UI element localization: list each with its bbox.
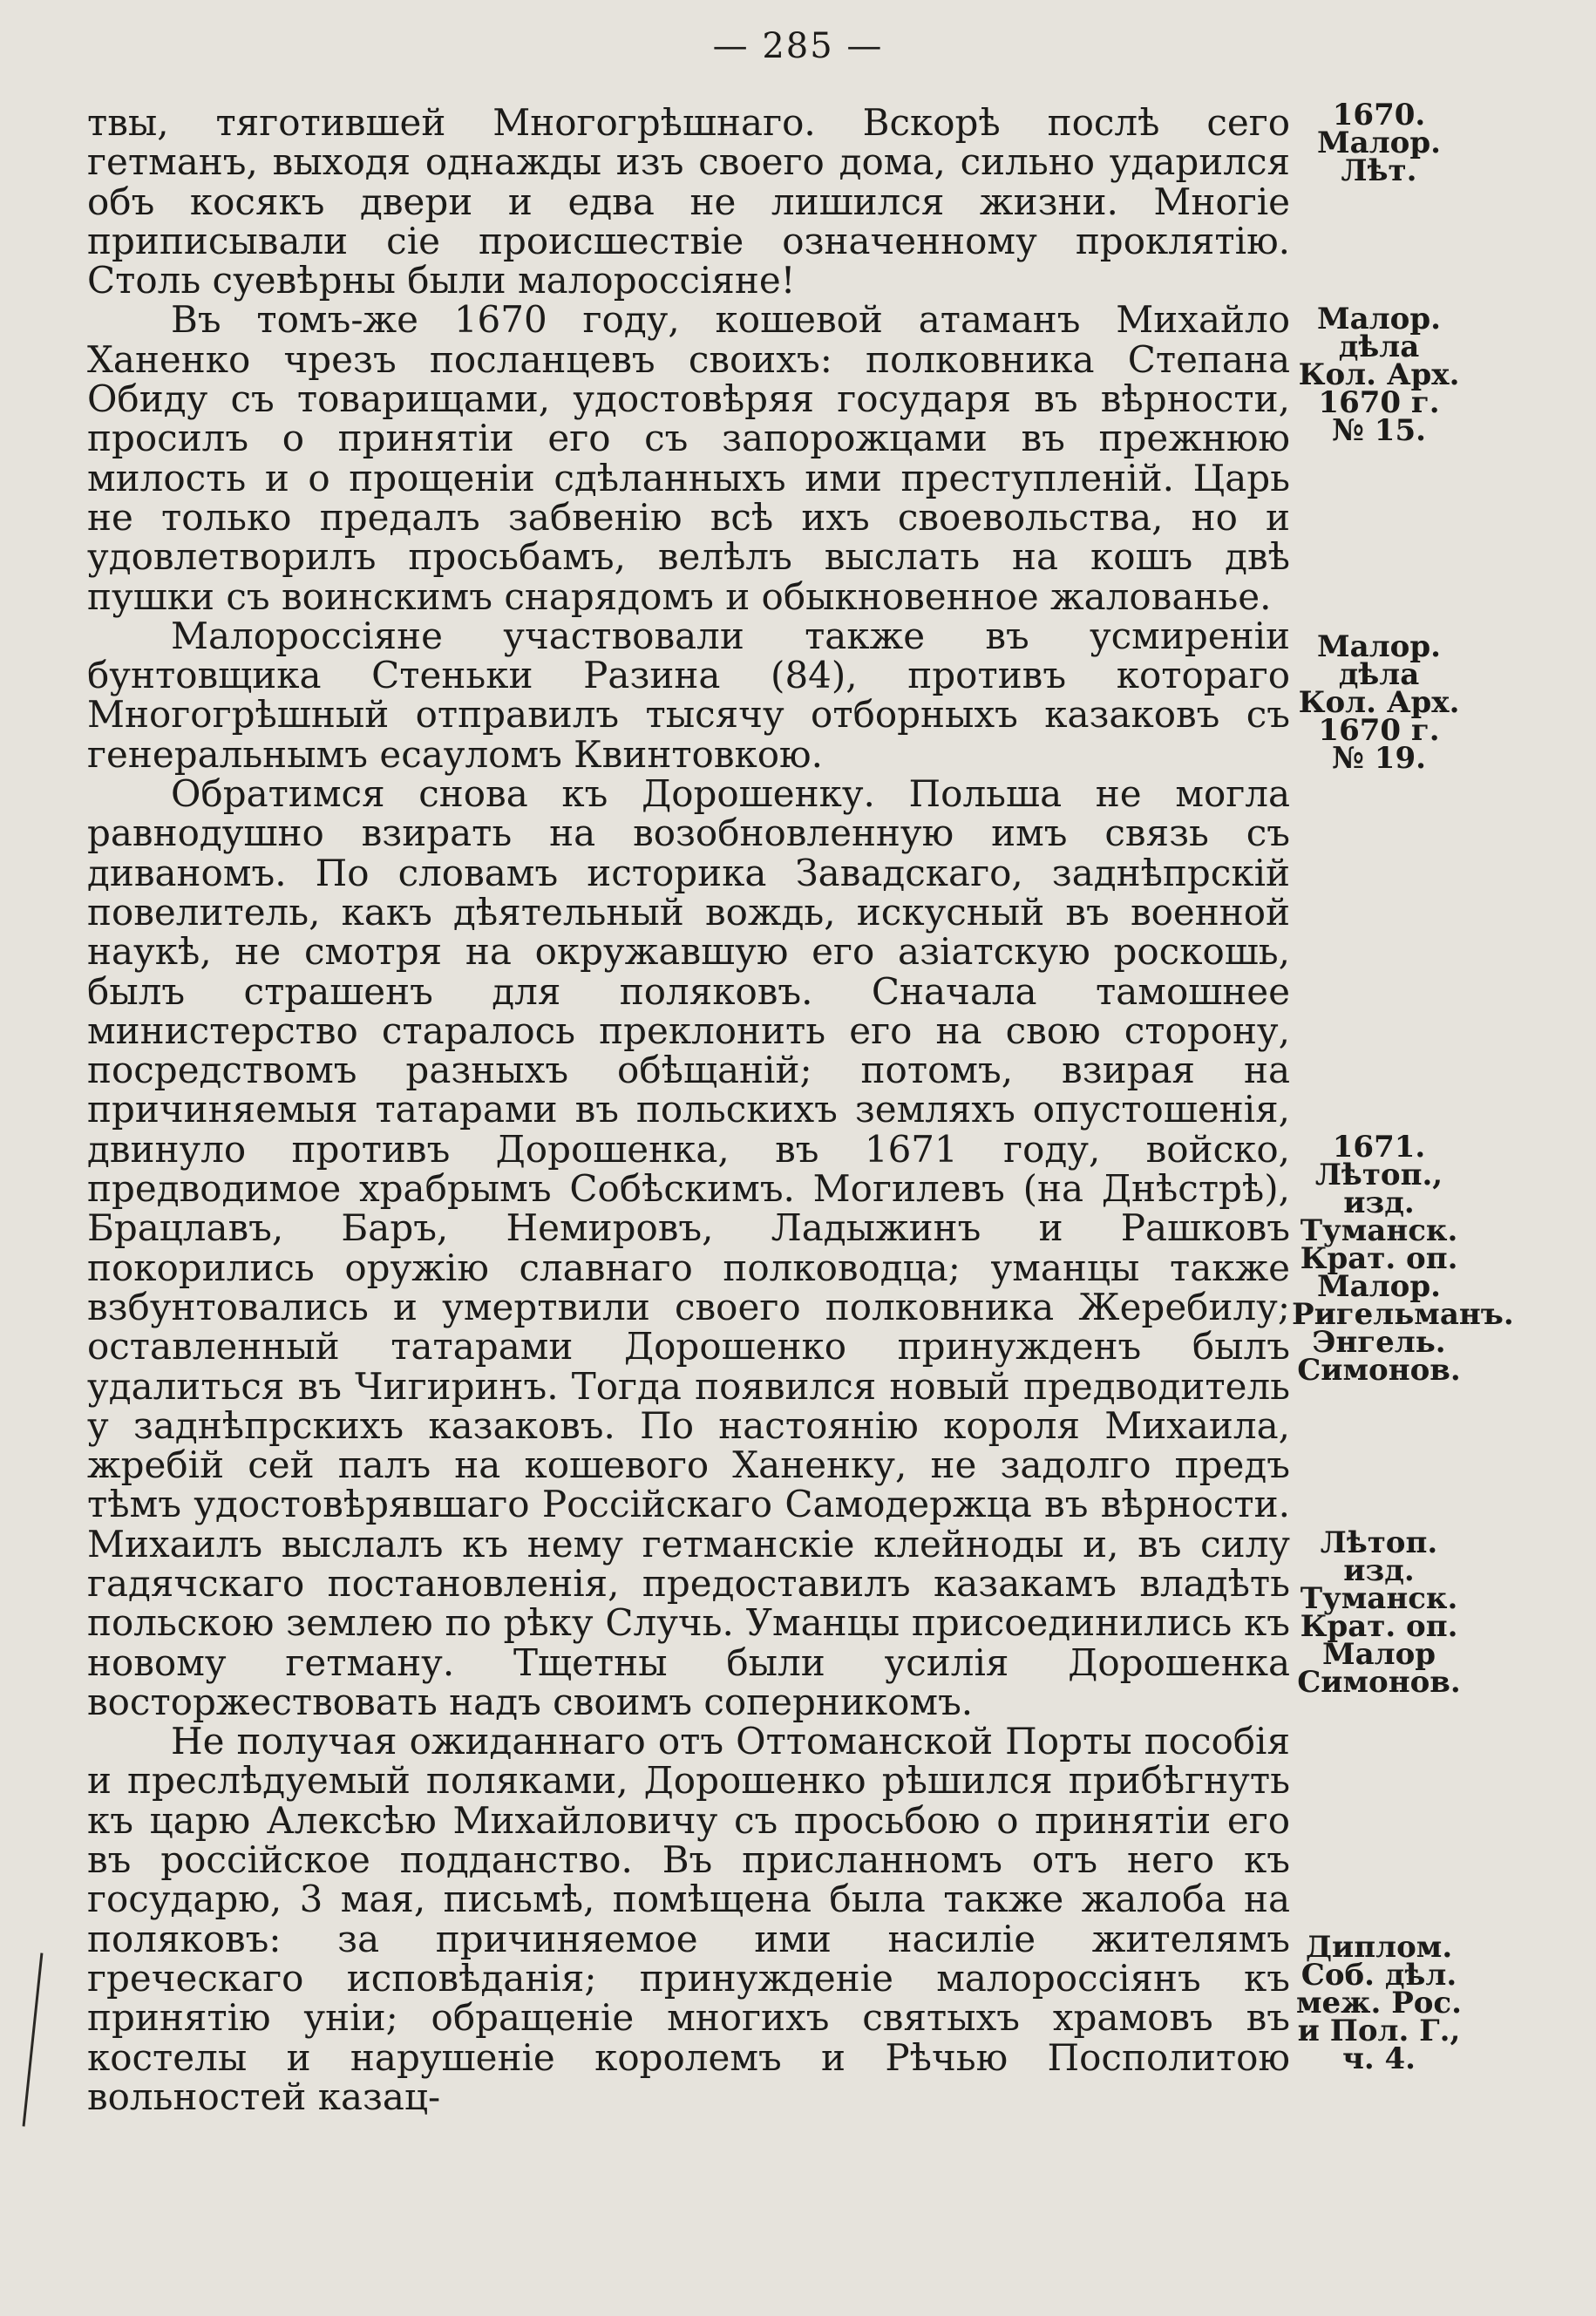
paragraph: Въ томъ-же 1670 году, кошевой атаманъ Михайло Ханенко чрезъ посланцевъ своихъ: полковника Степана Обиду съ товарищами, удостовѣряя государя въ вѣрности, просилъ о принятіи его съ запорожцами въ прежнюю милость и о прощеніи сдѣланныхъ ими преступленій. Царь не только предалъ забвенію всѣ ихъ своевольства, но и удовлетворилъ просьбамъ, велѣлъ выслать на кошъ двѣ пушки съ воинскимъ снарядомъ и обыкновенное жалованье. (87, 298, 1290, 618)
margin-note: Малор. дѣла Кол. Арх. 1670 г. № 19. (1298, 629, 1460, 776)
margin-note: Малор. дѣла Кол. Арх. 1670 г. № 15. (1298, 302, 1460, 448)
paragraph: Обратимся снова къ Дорошенку. Польша не могла равнодушно взирать на возобновленную имъ связь съ диваномъ. По словамъ историка Завадскаго, заднѣпрскій повелитель, какъ дѣятельный вождь, искусный въ военной наукѣ, не смотря на окружавшую его азіатскую роскошь, былъ страшенъ для поляковъ. Сначала тамошнее министерство старалось преклонить его на свою сторону, посредствомъ разныхъ обѣщаній; потомъ, взирая на причиняемыя татарами въ польскихъ земляхъ опустошенія, двинуло противъ Дорошенка, въ 1671 году, войско, предводимое храбрымъ Собѣскимъ. Могилевъ (на Днѣстрѣ), Брацлавъ, Баръ, Немировъ, Ладыжинъ и Рашковъ покорились оружію славнаго полководца; уманцы также взбунтовались и умертвили своего полковника Жеребилу; оставленный татарами Дорошенко принужденъ былъ удалиться въ Чигиринъ. Тогда появился новый предводитель у заднѣпрскихъ казаковъ. По настоянію короля Михаила, жребій сей палъ на кошевого Ханенку, не задолго предъ тѣмъ удостовѣрявшаго Россійскаго Самодержца въ вѣрности. Михаилъ выслалъ къ нему гетманскіе клейноды и, въ силу гадячскаго постановленія, предоставилъ казакамъ владѣть польскою землею по рѣку Случь. Уманцы присоединились къ новому гетману. Тщетны были усилія Дорошенка восторжествовать надъ своимъ соперникомъ. (87, 772, 1290, 1723)
margin-note: 1671. Лѣтоп., изд. Туманск. Крат. оп. Малор. Ригельманъ. Энгель. Симонов. (1292, 1130, 1514, 1388)
pencil-mark (23, 1953, 44, 2126)
paragraph: твы, тяготившей Многогрѣшнаго. Вскорѣ послѣ сего гетманъ, выходя однажды изъ своего дома, сильно ударился объ косякъ двери и едва не лишился жизни. Многіе приписывали сіе происшествіе означенному проклятію. Столь суевѣрны были малороссіяне! (87, 101, 1290, 302)
paragraph: Не получая ожиданнаго отъ Оттоманской Порты пособія и преслѣдуемый поляками, Дорошенко рѣшился прибѣгнуть къ царю Алексѣю Михайловичу съ просьбою о принятіи его въ россійское подданство. Въ присланномъ отъ него къ государю, 3 мая, письмѣ, помѣщена была также жалоба на поляковъ: за причиняемое ими насиліе жителямъ греческаго исповѣданія; принужденіе малороссіянъ къ принятію уніи; обращеніе многихъ святыхъ храмовъ въ костелы и нарушеніе королемъ и Рѣчью Посполитою вольностей казац- (87, 1720, 1290, 2118)
page-number: — 285 — (712, 26, 884, 66)
margin-note: Диплом. Соб. дѣл. меж. Рос. и Пол. Г., ч. 4. (1296, 1930, 1462, 2076)
paragraph: Малороссіяне участвовали также въ усмиреніи бунтовщика Стеньки Разина (84), противъ котораго Многогрѣшный отправилъ тысячу отборныхъ казаковъ съ генеральнымъ есауломъ Квинтовкою. (87, 614, 1290, 776)
main-text (87, 103, 1290, 2116)
margin-note: Лѣтоп. изд. Туманск. Крат. оп. Малор Симонов. (1297, 1525, 1461, 1700)
margin-note: 1670. Малор. Лѣт. (1317, 98, 1441, 188)
